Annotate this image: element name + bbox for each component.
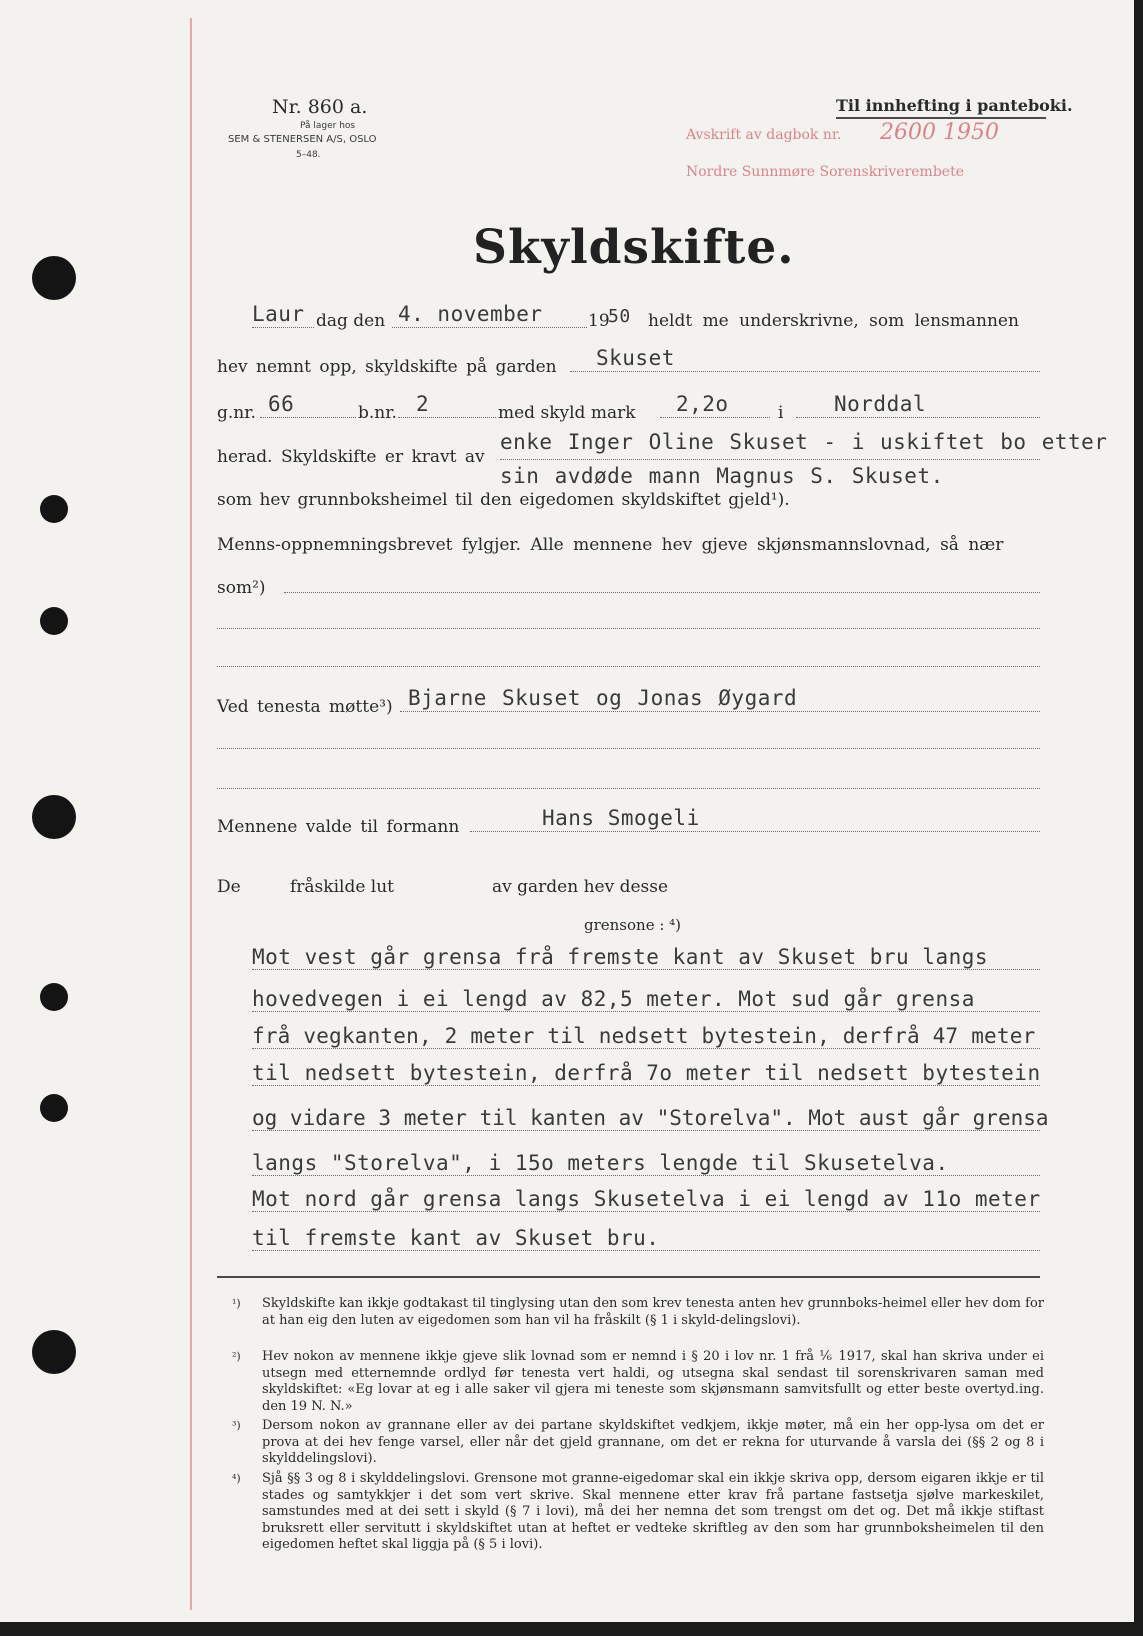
boundary-line: Mot vest går grensa frå fremste kant av Skuset bru langs [252, 945, 989, 969]
footnote-mark: ¹) [232, 1297, 241, 1310]
fill-line [398, 417, 496, 418]
boundary-line: frå vegkanten, 2 meter til nedsett bytestein, derfrå 47 meter [252, 1024, 1036, 1048]
typed-day: Laur [252, 302, 305, 326]
punch-hole [32, 795, 76, 839]
label-gnr: g.nr. [217, 403, 256, 423]
boundary-line: hovedvegen i ei lengd av 82,5 meter. Mot sud går grensa [252, 987, 975, 1011]
punch-hole [32, 256, 76, 300]
filing-note: Til innhefting i panteboki. [836, 96, 1073, 115]
fill-line [252, 969, 1040, 970]
label-skyld: med skyld mark [498, 403, 636, 423]
form-number: Nr. 860 a. [272, 96, 368, 118]
document-title: Skyldskifte. [473, 220, 795, 275]
boundary-line: til fremste kant av Skuset bru. [252, 1226, 660, 1250]
fill-line [500, 459, 1040, 460]
typed-year: 50 [608, 306, 631, 327]
fill-line [400, 711, 1040, 712]
label-grunnbok: som hev grunnboksheimel til den eigedomen skyldskiftet gjeld¹). [217, 490, 790, 510]
fill-line [252, 327, 314, 328]
label-bnr: b.nr. [358, 403, 397, 423]
fill-line [252, 1048, 1040, 1049]
label-mote: Ved tenesta møtte³) [217, 697, 393, 717]
label-formann: Mennene valde til formann [217, 817, 460, 837]
typed-attendees: Bjarne Skuset og Jonas Øygard [408, 686, 798, 710]
fill-line [217, 628, 1040, 629]
punch-hole [40, 1094, 68, 1122]
fill-line [252, 1130, 1040, 1131]
label-dag-den: dag den [316, 311, 386, 331]
typed-requester: enke Inger Oline Skuset - i uskiftet bo etter [500, 430, 1108, 454]
fill-line [260, 417, 356, 418]
publisher-line: SEM & STENERSEN A/S, OSLO [228, 134, 377, 145]
typed-skyld: 2,2o [676, 392, 729, 416]
fill-line [252, 1011, 1040, 1012]
boundary-line: til nedsett bytestein, derfrå 7o meter til nedsett bytestein [252, 1061, 1041, 1085]
boundary-line: Mot nord går grensa langs Skusetelva i ei lengd av 11o meter [252, 1187, 1041, 1211]
footnote-mark: ³) [232, 1419, 241, 1432]
fill-line [570, 371, 1040, 372]
footnote-mark: ²) [232, 1350, 241, 1363]
typed-gnr: 66 [268, 392, 295, 416]
stamp-office: Nordre Sunnmøre Sorenskriverembete [686, 164, 964, 180]
fill-line [284, 592, 1040, 593]
fill-line [217, 788, 1040, 789]
footnote-mark: ⁴) [232, 1472, 241, 1485]
fill-line [252, 1175, 1040, 1176]
label-menns: Menns-oppnemningsbrevet fylgjer. Alle mennene hev gjeve skjønsmannslovnad, så nær [217, 535, 1004, 555]
typed-chairman: Hans Smogeli [542, 806, 700, 830]
fill-line [796, 417, 1040, 418]
label-grensone: grensone : ⁴) [584, 916, 682, 934]
footnote-separator [217, 1276, 1040, 1278]
fill-line [470, 831, 1040, 832]
fill-line [217, 748, 1040, 749]
fill-line [252, 1250, 1040, 1251]
stamp-prefix: Avskrift av dagbok nr. [686, 127, 842, 143]
boundary-line: og vidare 3 meter til kanten av "Storelva". Mot aust går grensa [252, 1106, 1049, 1130]
label-year-prefix: 19 [588, 311, 610, 331]
fill-line [392, 327, 587, 328]
fill-line [660, 417, 770, 418]
label-som: som²) [217, 578, 266, 598]
boundary-line: langs "Storelva", i 15o meters lengde til Skusetelva. [252, 1151, 949, 1175]
punch-hole [40, 495, 68, 523]
typed-farm: Skuset [596, 346, 675, 370]
label-i: i [778, 403, 784, 423]
footnote-text: Sjå §§ 3 og 8 i skylddelingslovi. Grensone mot granne-eigedomar skal ein ikkje skriva opp, dersom eigaren ikkje er til stades og samtykkjer i det som vert skrive. Skal mennene etter krav frå partane fastsetja sjølve markeskilet, samstundes med at dei sett i skyld (§ 7 i lovi), må dei her nemna det som trengst om det og. Det må ikkje stiftast bruksrett eller servitutt i skyldskiftet utan at heftet er vedteke skriftleg av den som har grunnboksheimelen til den eigedomen heftet skal liggja på (§ 5 i lovi). [262, 1471, 1044, 1553]
label-fraskilde: fråskilde lut [290, 877, 395, 897]
punch-hole [40, 983, 68, 1011]
fill-line [252, 1211, 1040, 1212]
fill-line [217, 666, 1040, 667]
punch-hole [40, 607, 68, 635]
filing-note-underline [836, 117, 1046, 119]
typed-bnr: 2 [416, 392, 430, 416]
label-herad: herad. Skyldskifte er kravt av [217, 447, 485, 467]
typed-date: 4. november [398, 302, 543, 326]
stamp-handwritten-number: 2600 1950 [880, 120, 999, 145]
publisher-line: På lager hos [300, 121, 356, 131]
margin-line [190, 18, 192, 1610]
footnote-text: Hev nokon av mennene ikkje gjeve slik lovnad som er nemnd i § 20 i lov nr. 1 frå ⅙ 1917, skal han skriva under ei utsegn med etternemnde ordlyd før tenesta vert haldi, og utsegna skal sendast til sorenskrivaren saman med skyldskiftet: «Eg lovar at eg i alle saker vil gjera mi teneste som skjønsmann samvitsfullt og etter beste overtyd.ing. den 19 N. N.» [262, 1349, 1044, 1414]
typed-herad: Norddal [834, 392, 927, 416]
footnote-text: Dersom nokon av grannane eller av dei partane skyldskiftet vedkjem, ikkje møter, må ein her opp-lysa om det er prova at dei hev fenge varsel, eller når det gjeld grannane, om det er rekna for uturvande å varsla dei (§§ 2 og 8 i skylddelingslovi). [262, 1418, 1044, 1467]
label-de: De [217, 877, 241, 897]
label-av-garden: av garden hev desse [492, 877, 669, 897]
punch-hole [32, 1330, 76, 1374]
footnote-text: Skyldskifte kan ikkje godtakast til tinglysing utan den som krev tenesta anten hev grunnboks-heimel eller hev dom for at han eig den luten av eigedomen som han vil ha fråskilt (§ 1 i skyld-delingslovi). [262, 1296, 1044, 1328]
publisher-line: 5–48. [296, 150, 321, 160]
label-line2: hev nemnt opp, skyldskifte på garden [217, 357, 557, 377]
typed-requester: sin avdøde mann Magnus S. Skuset. [500, 464, 944, 488]
fill-line [252, 1085, 1040, 1086]
label-line1: heldt me underskrivne, som lensmannen [648, 311, 1019, 331]
